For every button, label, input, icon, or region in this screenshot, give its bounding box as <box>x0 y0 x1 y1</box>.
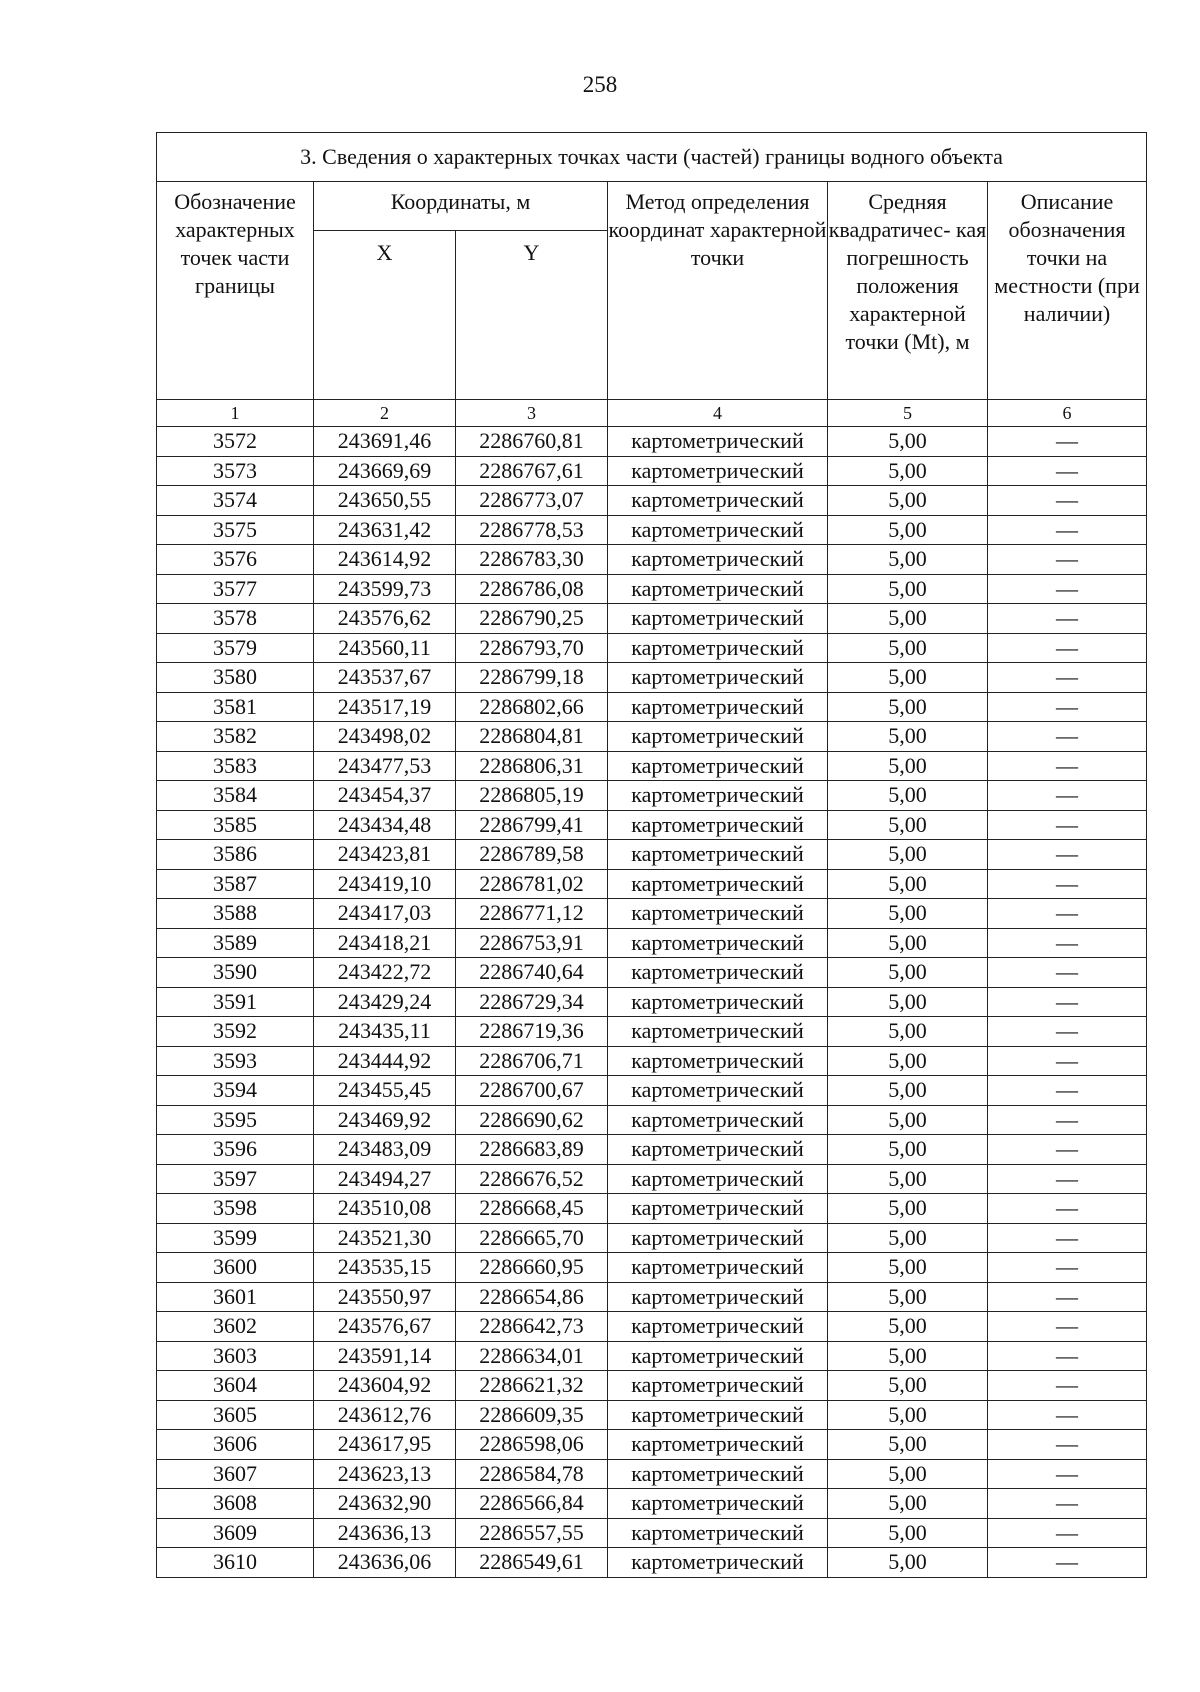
y-coordinate-cell: 2286719,36 <box>456 1017 608 1047</box>
error-cell: 5,00 <box>828 1135 988 1165</box>
description-cell: — <box>988 1046 1147 1076</box>
point-id-cell: 3573 <box>157 456 314 486</box>
y-coordinate-cell: 2286729,34 <box>456 987 608 1017</box>
y-coordinate-cell: 2286805,19 <box>456 781 608 811</box>
header-row <box>157 182 1147 231</box>
method-cell: картометрический <box>608 1282 828 1312</box>
y-coordinate-cell: 2286790,25 <box>456 604 608 634</box>
point-id-cell: 3574 <box>157 486 314 516</box>
header-error: Средняя квадратичес- кая погрешность положения характерной точки (Mt), м <box>828 182 988 400</box>
header-y: Y <box>456 231 608 400</box>
point-id-cell: 3579 <box>157 633 314 663</box>
x-coordinate-cell: 243691,46 <box>314 427 456 457</box>
error-cell: 5,00 <box>828 899 988 929</box>
table-row <box>157 1400 1147 1430</box>
table-row <box>157 1017 1147 1047</box>
header-description: Описание обозначения точки на местности (при наличии) <box>988 182 1147 400</box>
y-coordinate-cell: 2286793,70 <box>456 633 608 663</box>
x-coordinate-cell: 243521,30 <box>314 1223 456 1253</box>
table-row <box>157 692 1147 722</box>
error-cell: 5,00 <box>828 1194 988 1224</box>
method-cell: картометрический <box>608 1046 828 1076</box>
y-coordinate-cell: 2286642,73 <box>456 1312 608 1342</box>
method-cell: картометрический <box>608 1017 828 1047</box>
column-number: 4 <box>608 400 828 427</box>
point-id-cell: 3595 <box>157 1105 314 1135</box>
y-coordinate-cell: 2286740,64 <box>456 958 608 988</box>
y-coordinate-cell: 2286804,81 <box>456 722 608 752</box>
y-coordinate-cell: 2286706,71 <box>456 1046 608 1076</box>
y-coordinate-cell: 2286700,67 <box>456 1076 608 1106</box>
table-row <box>157 1282 1147 1312</box>
x-coordinate-cell: 243650,55 <box>314 486 456 516</box>
table-row <box>157 574 1147 604</box>
method-cell: картометрический <box>608 1459 828 1489</box>
point-id-cell: 3572 <box>157 427 314 457</box>
description-cell: — <box>988 751 1147 781</box>
table-row <box>157 486 1147 516</box>
y-coordinate-cell: 2286566,84 <box>456 1489 608 1519</box>
y-coordinate-cell: 2286584,78 <box>456 1459 608 1489</box>
point-id-cell: 3609 <box>157 1518 314 1548</box>
table-row <box>157 722 1147 752</box>
x-coordinate-cell: 243455,45 <box>314 1076 456 1106</box>
error-cell: 5,00 <box>828 1489 988 1519</box>
column-number: 6 <box>988 400 1147 427</box>
table-row <box>157 663 1147 693</box>
error-cell: 5,00 <box>828 1046 988 1076</box>
table-row <box>157 1253 1147 1283</box>
point-id-cell: 3603 <box>157 1341 314 1371</box>
point-id-cell: 3585 <box>157 810 314 840</box>
x-coordinate-cell: 243617,95 <box>314 1430 456 1460</box>
point-id-cell: 3580 <box>157 663 314 693</box>
description-cell: — <box>988 515 1147 545</box>
description-cell: — <box>988 928 1147 958</box>
y-coordinate-cell: 2286621,32 <box>456 1371 608 1401</box>
error-cell: 5,00 <box>828 781 988 811</box>
x-coordinate-cell: 243576,62 <box>314 604 456 634</box>
error-cell: 5,00 <box>828 633 988 663</box>
y-coordinate-cell: 2286660,95 <box>456 1253 608 1283</box>
point-id-cell: 3589 <box>157 928 314 958</box>
point-id-cell: 3583 <box>157 751 314 781</box>
error-cell: 5,00 <box>828 928 988 958</box>
error-cell: 5,00 <box>828 1371 988 1401</box>
y-coordinate-cell: 2286767,61 <box>456 456 608 486</box>
boundary-points-table <box>156 132 1147 1578</box>
error-cell: 5,00 <box>828 1430 988 1460</box>
method-cell: картометрический <box>608 1194 828 1224</box>
x-coordinate-cell: 243535,15 <box>314 1253 456 1283</box>
error-cell: 5,00 <box>828 1076 988 1106</box>
description-cell: — <box>988 1135 1147 1165</box>
method-cell: картометрический <box>608 1312 828 1342</box>
table-row <box>157 751 1147 781</box>
x-coordinate-cell: 243550,97 <box>314 1282 456 1312</box>
method-cell: картометрический <box>608 1548 828 1578</box>
x-coordinate-cell: 243576,67 <box>314 1312 456 1342</box>
error-cell: 5,00 <box>828 1400 988 1430</box>
column-number: 2 <box>314 400 456 427</box>
error-cell: 5,00 <box>828 987 988 1017</box>
point-id-cell: 3588 <box>157 899 314 929</box>
description-cell: — <box>988 1489 1147 1519</box>
column-number: 3 <box>456 400 608 427</box>
point-id-cell: 3606 <box>157 1430 314 1460</box>
error-cell: 5,00 <box>828 663 988 693</box>
description-cell: — <box>988 1282 1147 1312</box>
description-cell: — <box>988 1253 1147 1283</box>
point-id-cell: 3576 <box>157 545 314 575</box>
method-cell: картометрический <box>608 1135 828 1165</box>
description-cell: — <box>988 840 1147 870</box>
description-cell: — <box>988 1105 1147 1135</box>
error-cell: 5,00 <box>828 604 988 634</box>
error-cell: 5,00 <box>828 840 988 870</box>
x-coordinate-cell: 243469,92 <box>314 1105 456 1135</box>
table-row <box>157 1371 1147 1401</box>
table-row <box>157 1076 1147 1106</box>
x-coordinate-cell: 243434,48 <box>314 810 456 840</box>
x-coordinate-cell: 243631,42 <box>314 515 456 545</box>
point-id-cell: 3604 <box>157 1371 314 1401</box>
y-coordinate-cell: 2286557,55 <box>456 1518 608 1548</box>
y-coordinate-cell: 2286789,58 <box>456 840 608 870</box>
method-cell: картометрический <box>608 692 828 722</box>
method-cell: картометрический <box>608 633 828 663</box>
table-row <box>157 545 1147 575</box>
error-cell: 5,00 <box>828 574 988 604</box>
method-cell: картометрический <box>608 781 828 811</box>
description-cell: — <box>988 1017 1147 1047</box>
point-id-cell: 3582 <box>157 722 314 752</box>
description-cell: — <box>988 1400 1147 1430</box>
table-row <box>157 1489 1147 1519</box>
description-cell: — <box>988 1223 1147 1253</box>
point-id-cell: 3599 <box>157 1223 314 1253</box>
y-coordinate-cell: 2286549,61 <box>456 1548 608 1578</box>
x-coordinate-cell: 243517,19 <box>314 692 456 722</box>
y-coordinate-cell: 2286783,30 <box>456 545 608 575</box>
x-coordinate-cell: 243560,11 <box>314 633 456 663</box>
error-cell: 5,00 <box>828 456 988 486</box>
y-coordinate-cell: 2286690,62 <box>456 1105 608 1135</box>
method-cell: картометрический <box>608 663 828 693</box>
point-id-cell: 3608 <box>157 1489 314 1519</box>
y-coordinate-cell: 2286760,81 <box>456 427 608 457</box>
description-cell: — <box>988 958 1147 988</box>
y-coordinate-cell: 2286771,12 <box>456 899 608 929</box>
x-coordinate-cell: 243418,21 <box>314 928 456 958</box>
description-cell: — <box>988 427 1147 457</box>
error-cell: 5,00 <box>828 1164 988 1194</box>
y-coordinate-cell: 2286676,52 <box>456 1164 608 1194</box>
method-cell: картометрический <box>608 1105 828 1135</box>
table-row <box>157 987 1147 1017</box>
error-cell: 5,00 <box>828 1312 988 1342</box>
point-id-cell: 3597 <box>157 1164 314 1194</box>
error-cell: 5,00 <box>828 427 988 457</box>
x-coordinate-cell: 243444,92 <box>314 1046 456 1076</box>
y-coordinate-cell: 2286598,06 <box>456 1430 608 1460</box>
method-cell: картометрический <box>608 1371 828 1401</box>
point-id-cell: 3605 <box>157 1400 314 1430</box>
y-coordinate-cell: 2286802,66 <box>456 692 608 722</box>
method-cell: картометрический <box>608 545 828 575</box>
description-cell: — <box>988 810 1147 840</box>
table-row <box>157 1312 1147 1342</box>
error-cell: 5,00 <box>828 1223 988 1253</box>
method-cell: картометрический <box>608 1223 828 1253</box>
error-cell: 5,00 <box>828 1253 988 1283</box>
table-row <box>157 456 1147 486</box>
point-id-cell: 3598 <box>157 1194 314 1224</box>
method-cell: картометрический <box>608 1400 828 1430</box>
description-cell: — <box>988 781 1147 811</box>
y-coordinate-cell: 2286786,08 <box>456 574 608 604</box>
method-cell: картометрический <box>608 1489 828 1519</box>
table-row <box>157 1105 1147 1135</box>
error-cell: 5,00 <box>828 1105 988 1135</box>
error-cell: 5,00 <box>828 515 988 545</box>
point-id-cell: 3591 <box>157 987 314 1017</box>
x-coordinate-cell: 243417,03 <box>314 899 456 929</box>
table-row <box>157 604 1147 634</box>
method-cell: картометрический <box>608 1253 828 1283</box>
description-cell: — <box>988 604 1147 634</box>
column-number: 5 <box>828 400 988 427</box>
error-cell: 5,00 <box>828 869 988 899</box>
method-cell: картометрический <box>608 899 828 929</box>
description-cell: — <box>988 1459 1147 1489</box>
error-cell: 5,00 <box>828 1282 988 1312</box>
table-row <box>157 869 1147 899</box>
point-id-cell: 3575 <box>157 515 314 545</box>
y-coordinate-cell: 2286654,86 <box>456 1282 608 1312</box>
point-id-cell: 3586 <box>157 840 314 870</box>
table-row <box>157 928 1147 958</box>
table-row <box>157 1430 1147 1460</box>
table-row <box>157 1341 1147 1371</box>
description-cell: — <box>988 574 1147 604</box>
method-cell: картометрический <box>608 751 828 781</box>
error-cell: 5,00 <box>828 958 988 988</box>
point-id-cell: 3577 <box>157 574 314 604</box>
method-cell: картометрический <box>608 958 828 988</box>
table-row <box>157 1046 1147 1076</box>
x-coordinate-cell: 243510,08 <box>314 1194 456 1224</box>
x-coordinate-cell: 243537,67 <box>314 663 456 693</box>
y-coordinate-cell: 2286773,07 <box>456 486 608 516</box>
x-coordinate-cell: 243591,14 <box>314 1341 456 1371</box>
error-cell: 5,00 <box>828 545 988 575</box>
method-cell: картометрический <box>608 1518 828 1548</box>
method-cell: картометрический <box>608 869 828 899</box>
point-id-cell: 3578 <box>157 604 314 634</box>
method-cell: картометрический <box>608 427 828 457</box>
description-cell: — <box>988 1312 1147 1342</box>
table-row <box>157 810 1147 840</box>
x-coordinate-cell: 243483,09 <box>314 1135 456 1165</box>
table-row <box>157 1223 1147 1253</box>
header-coordinates: Координаты, м <box>314 182 608 231</box>
table-row <box>157 1194 1147 1224</box>
y-coordinate-cell: 2286799,41 <box>456 810 608 840</box>
description-cell: — <box>988 1548 1147 1578</box>
table-row <box>157 633 1147 663</box>
point-id-cell: 3587 <box>157 869 314 899</box>
x-coordinate-cell: 243419,10 <box>314 869 456 899</box>
table-row <box>157 899 1147 929</box>
error-cell: 5,00 <box>828 1341 988 1371</box>
x-coordinate-cell: 243636,13 <box>314 1518 456 1548</box>
description-cell: — <box>988 1518 1147 1548</box>
x-coordinate-cell: 243494,27 <box>314 1164 456 1194</box>
method-cell: картометрический <box>608 486 828 516</box>
method-cell: картометрический <box>608 515 828 545</box>
y-coordinate-cell: 2286778,53 <box>456 515 608 545</box>
x-coordinate-cell: 243669,69 <box>314 456 456 486</box>
table-row <box>157 840 1147 870</box>
y-coordinate-cell: 2286806,31 <box>456 751 608 781</box>
method-cell: картометрический <box>608 840 828 870</box>
y-coordinate-cell: 2286781,02 <box>456 869 608 899</box>
point-id-cell: 3584 <box>157 781 314 811</box>
table-row <box>157 515 1147 545</box>
table-title: 3. Сведения о характерных точках части (частей) границы водного объекта <box>157 133 1147 182</box>
y-coordinate-cell: 2286609,35 <box>456 1400 608 1430</box>
point-id-cell: 3590 <box>157 958 314 988</box>
x-coordinate-cell: 243477,53 <box>314 751 456 781</box>
method-cell: картометрический <box>608 928 828 958</box>
method-cell: картометрический <box>608 1076 828 1106</box>
header-x: X <box>314 231 456 400</box>
x-coordinate-cell: 243604,92 <box>314 1371 456 1401</box>
point-id-cell: 3601 <box>157 1282 314 1312</box>
description-cell: — <box>988 663 1147 693</box>
column-number-row <box>157 400 1147 427</box>
description-cell: — <box>988 869 1147 899</box>
table-row <box>157 781 1147 811</box>
y-coordinate-cell: 2286799,18 <box>456 663 608 693</box>
x-coordinate-cell: 243614,92 <box>314 545 456 575</box>
x-coordinate-cell: 243623,13 <box>314 1459 456 1489</box>
point-id-cell: 3600 <box>157 1253 314 1283</box>
description-cell: — <box>988 692 1147 722</box>
page-number: 258 <box>582 72 618 97</box>
method-cell: картометрический <box>608 810 828 840</box>
description-cell: — <box>988 899 1147 929</box>
point-id-cell: 3610 <box>157 1548 314 1578</box>
x-coordinate-cell: 243422,72 <box>314 958 456 988</box>
table-row <box>157 958 1147 988</box>
description-cell: — <box>988 1194 1147 1224</box>
column-number: 1 <box>157 400 314 427</box>
error-cell: 5,00 <box>828 751 988 781</box>
table-row <box>157 1548 1147 1578</box>
table-row <box>157 1518 1147 1548</box>
description-cell: — <box>988 1430 1147 1460</box>
point-id-cell: 3594 <box>157 1076 314 1106</box>
description-cell: — <box>988 486 1147 516</box>
description-cell: — <box>988 1164 1147 1194</box>
y-coordinate-cell: 2286683,89 <box>456 1135 608 1165</box>
description-cell: — <box>988 987 1147 1017</box>
error-cell: 5,00 <box>828 1548 988 1578</box>
point-id-cell: 3607 <box>157 1459 314 1489</box>
x-coordinate-cell: 243454,37 <box>314 781 456 811</box>
method-cell: картометрический <box>608 456 828 486</box>
error-cell: 5,00 <box>828 1459 988 1489</box>
header-method: Метод определения координат характерной точки <box>608 182 828 400</box>
x-coordinate-cell: 243599,73 <box>314 574 456 604</box>
description-cell: — <box>988 545 1147 575</box>
error-cell: 5,00 <box>828 722 988 752</box>
x-coordinate-cell: 243612,76 <box>314 1400 456 1430</box>
y-coordinate-cell: 2286634,01 <box>456 1341 608 1371</box>
y-coordinate-cell: 2286668,45 <box>456 1194 608 1224</box>
error-cell: 5,00 <box>828 1518 988 1548</box>
y-coordinate-cell: 2286753,91 <box>456 928 608 958</box>
table-row <box>157 1459 1147 1489</box>
description-cell: — <box>988 1076 1147 1106</box>
description-cell: — <box>988 722 1147 752</box>
method-cell: картометрический <box>608 722 828 752</box>
error-cell: 5,00 <box>828 692 988 722</box>
point-id-cell: 3596 <box>157 1135 314 1165</box>
point-id-cell: 3592 <box>157 1017 314 1047</box>
method-cell: картометрический <box>608 1164 828 1194</box>
x-coordinate-cell: 243435,11 <box>314 1017 456 1047</box>
error-cell: 5,00 <box>828 486 988 516</box>
point-id-cell: 3593 <box>157 1046 314 1076</box>
method-cell: картометрический <box>608 987 828 1017</box>
x-coordinate-cell: 243498,02 <box>314 722 456 752</box>
method-cell: картометрический <box>608 1430 828 1460</box>
x-coordinate-cell: 243636,06 <box>314 1548 456 1578</box>
point-id-cell: 3581 <box>157 692 314 722</box>
description-cell: — <box>988 1341 1147 1371</box>
x-coordinate-cell: 243429,24 <box>314 987 456 1017</box>
x-coordinate-cell: 243632,90 <box>314 1489 456 1519</box>
method-cell: картометрический <box>608 1341 828 1371</box>
description-cell: — <box>988 633 1147 663</box>
table-row <box>157 1164 1147 1194</box>
point-id-cell: 3602 <box>157 1312 314 1342</box>
method-cell: картометрический <box>608 604 828 634</box>
table-row <box>157 1135 1147 1165</box>
error-cell: 5,00 <box>828 1017 988 1047</box>
x-coordinate-cell: 243423,81 <box>314 840 456 870</box>
table-row <box>157 427 1147 457</box>
error-cell: 5,00 <box>828 810 988 840</box>
description-cell: — <box>988 1371 1147 1401</box>
table-title-row <box>157 133 1147 182</box>
header-designation: Обозначение характерных точек части границы <box>157 182 314 400</box>
description-cell: — <box>988 456 1147 486</box>
y-coordinate-cell: 2286665,70 <box>456 1223 608 1253</box>
method-cell: картометрический <box>608 574 828 604</box>
